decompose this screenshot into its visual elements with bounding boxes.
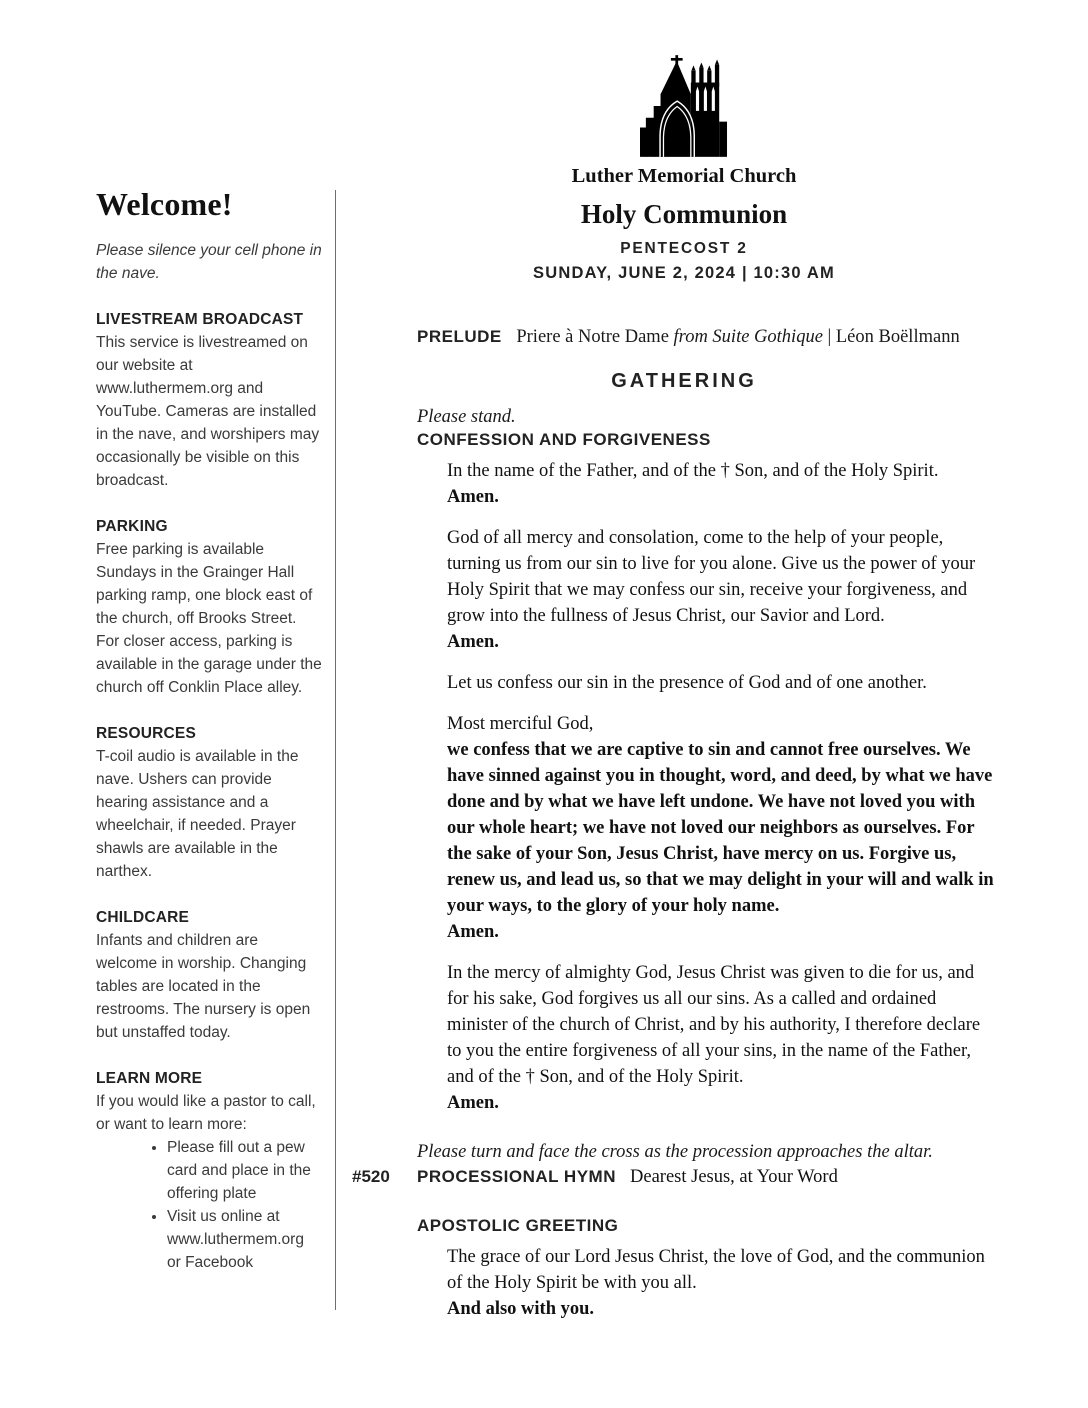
- section-learn-more: [96, 1067, 322, 1274]
- congregation-response: Amen.: [447, 1093, 499, 1113]
- section-resources-heading: RESOURCES: [96, 725, 196, 742]
- confession-prayer: [447, 525, 999, 655]
- confession-heading: CONFESSION AND FORGIVENESS: [417, 430, 711, 449]
- section-parking: [96, 515, 322, 699]
- gathering-section-title: GATHERING: [611, 370, 757, 392]
- sidebar-title: Welcome!: [96, 186, 233, 222]
- section-livestream-heading: LIVESTREAM BROADCAST: [96, 311, 304, 328]
- church-name: Luther Memorial Church: [571, 165, 797, 187]
- section-learn-more-heading: LEARN MORE: [96, 1070, 203, 1087]
- church-building-icon: [345, 55, 1023, 157]
- congregation-response: Amen.: [447, 632, 499, 652]
- liturgy-line: The grace of our Lord Jesus Christ, the love of God, and the communion of the Holy Spirit be with you all.: [447, 1247, 985, 1293]
- absolution: [447, 960, 999, 1116]
- section-parking-body: Free parking is available Sundays in the Grainger Hall parking ramp, one block east of the church, off Brooks Street. For closer access, parking is available in the garage under the church off Conklin Place alley.: [96, 541, 322, 696]
- confession-invitation: [447, 670, 999, 696]
- liturgy-line: Let us confess our sin in the presence of God and of one another.: [447, 673, 927, 693]
- hymn-title: Dearest Jesus, at Your Word: [630, 1167, 838, 1187]
- prelude-label: PRELUDE: [417, 327, 502, 346]
- stand-rubric: Please stand.: [417, 407, 516, 427]
- service-title: Holy Communion: [580, 199, 788, 229]
- confession-corporate: [447, 711, 999, 945]
- service-content: [345, 55, 1023, 1322]
- section-resources-body: T-coil audio is available in the nave. Ushers can provide hearing assistance and a wheelchair, if needed. Prayer shawls are available in the narthex.: [96, 748, 299, 880]
- prelude-title: Priere à Notre Dame: [516, 327, 669, 347]
- liturgy-line: Most merciful God,: [447, 714, 594, 734]
- liturgy-line: In the name of the Father, and of the † Son, and of the Holy Spirit.: [447, 461, 939, 481]
- confession-invocation: [447, 458, 999, 510]
- section-livestream-body: This service is livestreamed on our website at www.luthermem.org and YouTube. Cameras are installed in the nave, and worshipers may occasionally be visible on this broadcast.: [96, 334, 320, 489]
- hymn-number: #520: [352, 1167, 390, 1186]
- liturgy-line: God of all mercy and consolation, come to the help of your people, turning us from our sin to live for you alone. Give us the power of your Holy Spirit that we may confess our sin, receive your forgiveness, and grow into the fullness of Jesus Christ, our Savior and Lord.: [447, 528, 976, 626]
- prelude-line: [417, 327, 1023, 348]
- prelude-separator: |: [827, 327, 832, 347]
- silence-phone-note: Please silence your cell phone in the nave.: [96, 242, 322, 282]
- section-resources: [96, 722, 322, 883]
- masthead: [345, 55, 1023, 283]
- service-datetime: SUNDAY, JUNE 2, 2024 | 10:30 AM: [533, 264, 835, 282]
- procession-rubric: Please turn and face the cross as the procession approaches the altar.: [417, 1142, 933, 1162]
- section-parking-heading: PARKING: [96, 518, 168, 535]
- welcome-sidebar: [96, 186, 322, 1274]
- learn-more-list: [96, 1136, 322, 1274]
- section-learn-more-body: If you would like a pastor to call, or want to learn more:: [96, 1093, 316, 1133]
- processional-hymn-label: PROCESSIONAL HYMN: [417, 1167, 616, 1186]
- apostolic-greeting-heading: APOSTOLIC GREETING: [417, 1216, 619, 1235]
- congregation-response: And also with you.: [447, 1299, 595, 1319]
- congregation-response: Amen.: [447, 487, 499, 507]
- section-livestream: [96, 308, 322, 492]
- congregation-response: Amen.: [447, 922, 499, 942]
- list-item: • Please fill out a pew card and place in the offering plate: [167, 1136, 322, 1205]
- section-childcare-heading: CHILDCARE: [96, 909, 190, 926]
- column-divider: [335, 190, 336, 1310]
- list-item: • Visit us online at www.luthermem.org or Facebook: [167, 1205, 322, 1274]
- processional-hymn-row: [352, 1167, 1023, 1188]
- season-label: PENTECOST 2: [620, 240, 748, 257]
- congregation-confession: we confess that we are captive to sin and cannot free ourselves. We have sinned against you in thought, word, and deed, by what we have done and by what we have left undone. We have not loved you with our whole heart; we have not loved our neighbors as ourselves. For the sake of your Son, Jesus Christ, have mercy on us. Forgive us, renew us, and lead us, so that we may delight in your will and walk in your ways, to the glory of your holy name.: [447, 740, 994, 916]
- apostolic-greeting: [447, 1244, 999, 1322]
- liturgy-line: In the mercy of almighty God, Jesus Christ was given to die for us, and for his sake, God forgives us all our sins. As a called and ordained minister of the church of Christ, and by his authority, I therefore declare to you the entire forgiveness of all your sins, in the name of the Father, and of the † Son, and of the Holy Spirit.: [447, 963, 981, 1087]
- prelude-composer: Léon Boëllmann: [835, 327, 960, 347]
- prelude-source: from Suite Gothique: [673, 327, 823, 347]
- section-childcare: [96, 906, 322, 1044]
- section-childcare-body: Infants and children are welcome in worship. Changing tables are located in the restrooms. The nursery is open but unstaffed today.: [96, 932, 311, 1041]
